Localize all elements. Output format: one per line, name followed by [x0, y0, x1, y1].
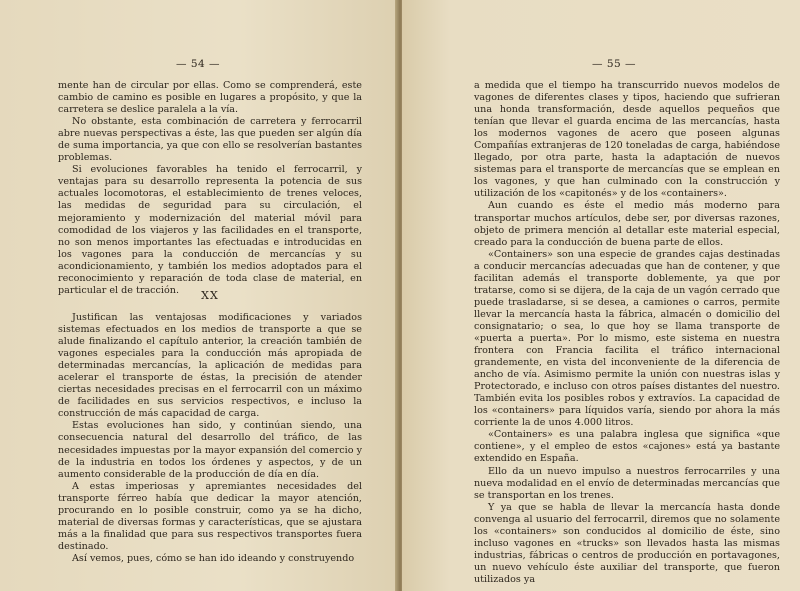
paragraph: Así vemos, pues, cómo se han ido ideando y construyendo [72, 552, 355, 564]
left-bottom-text [58, 312, 362, 565]
paragraph: Justifican las ventajosas modificaciones y variados sistemas efectuados en los medios de transporte a que se alude finalizando el capítulo anterior, la creación también de vagones especiales para la conducción más apropiada de determinadas mercancías, la aplicación de medidas para acelerar el transporte de éstas, la precisión de atender ciertas necesidades precisas en el ferrocarril con un máximo de facilidades en sus servicios respectivos, e incluso la construcción de más capacidad de carga. [58, 312, 362, 420]
right-text [474, 80, 780, 586]
paragraph: «Containers» son una especie de grandes cajas destinadas a conducir mercancías adecuadas que han de contener, y que facilitan además el transporte doblemente, ya que por tratarse, como si se dijera, de la caja de un vagón cerrado que puede trasladarse, si se desea, a camiones o carros, permite llevar la mercancía hasta la fábrica, almacén o domicilio del consignatario; o sea, lo que hoy se llama transporte de «puerta a puerta». Por lo mismo, este sistema en nuestra frontera con Francia facilita el tráfico internacional grandemente, en vista del inconveniente de la diferencia de ancho de vía. Asimismo permite la unión con nuestras islas y Protectorado, e incluso con otros países distantes del nuestro. También evita los posibles robos y extravíos. La capacidad de los «containers» para líquidos varía, siendo por ahora la más corriente la de unos 4.000 litros. [474, 248, 780, 429]
paragraph: a medida que el tiempo ha transcurrido nuevos modelos de vagones de diferentes clases y tipos, haciendo que sufrieran una honda transformación, desde aquellos pequeños que tenían que llevar el guarda encima de las mercancías, hasta los modernos vagones de acero que poseen algunas Compañías extranjeras de 120 toneladas de carga, habiéndose llegado, por otra parte, hasta la adaptación de nuevos sistemas para el transporte de mercancías que se emplean en los vagones, y que han culminado con la construcción y utilización de los «capitonés» y de los «containers». [474, 80, 780, 200]
page-number-left: — 54 — [176, 58, 221, 70]
page-number-right: — 55 — [592, 58, 637, 70]
paragraph: Si evoluciones favorables ha tenido el ferrocarril, y ventajas para su desarrollo representa la potencia de sus actuales locomotoras, el establecimiento de trenes veloces, las medidas de seguridad para su circulación, el mejoramiento y modernización del material móvil para comodidad de los viajeros y las facilidades en el transporte, no son menos importantes las efectuadas e introducidas en los vagones para la conducción de mercancías y su acondicionamiento, y también los medios adoptados para el reconocimiento y reparación de toda clase de material, en particular el de tracción. [58, 164, 362, 296]
paragraph: mente han de circular por ellas. Como se comprenderá, este cambio de camino es posible en lugares a propósito, y que la carretera se deslice paralela a la vía. [58, 80, 362, 116]
paragraph: Estas evoluciones han sido, y continúan siendo, una consecuencia natural del desarrollo del tráfico, de las necesidades impuestas por la mayor expansión del comercio y de la industria en todos los órdenes y aspectos, y de un aumento considerable de la producción de día en día. [58, 420, 362, 480]
paragraph: «Containers» es una palabra inglesa que significa «que contiene», y el empleo de estos «cajones» está ya bastante extendido en España. [474, 429, 780, 465]
paragraph: Aun cuando es éste el medio más moderno para transportar muchos artículos, debe ser, por diversas razones, objeto de primera mención al detallar este material especial, creado para la conducción de buena parte de ellos. [474, 200, 780, 248]
paragraph: Y ya que se habla de llevar la mercancía hasta donde convenga al usuario del ferrocarril, diremos que no solamente los «containers» son conducidos al domicilio de éste, sino incluso vagones en «trucks» son llevados hasta las mismas industrias, fábricas o centros de producción en portavagones, un nuevo vehículo éste auxiliar del transporte, que fueron utilizados ya [474, 501, 780, 585]
paragraph: A estas imperiosas y apremiantes necesidades del transporte férreo había que dedicar la mayor atención, procurando en lo posible construir, como ya se ha dicho, material de diversas formas y características, que se ajustara más a la finalidad que para sus respectivos transportes fuera destinado. [58, 480, 362, 552]
paragraph: Ello da un nuevo impulso a nuestros ferrocarriles y una nueva modalidad en el envío de determinadas mercancías que se transportan en los trenes. [474, 465, 780, 501]
chapter-heading: XX [201, 289, 219, 302]
right-page [402, 0, 800, 591]
left-top-text [58, 80, 362, 297]
paragraph: No obstante, esta combinación de carretera y ferrocarril abre nuevas perspectivas a éste, las que pueden ser algún día de suma importancia, ya que con ello se resolverían bastantes problemas. [58, 116, 362, 164]
left-page [0, 0, 398, 591]
